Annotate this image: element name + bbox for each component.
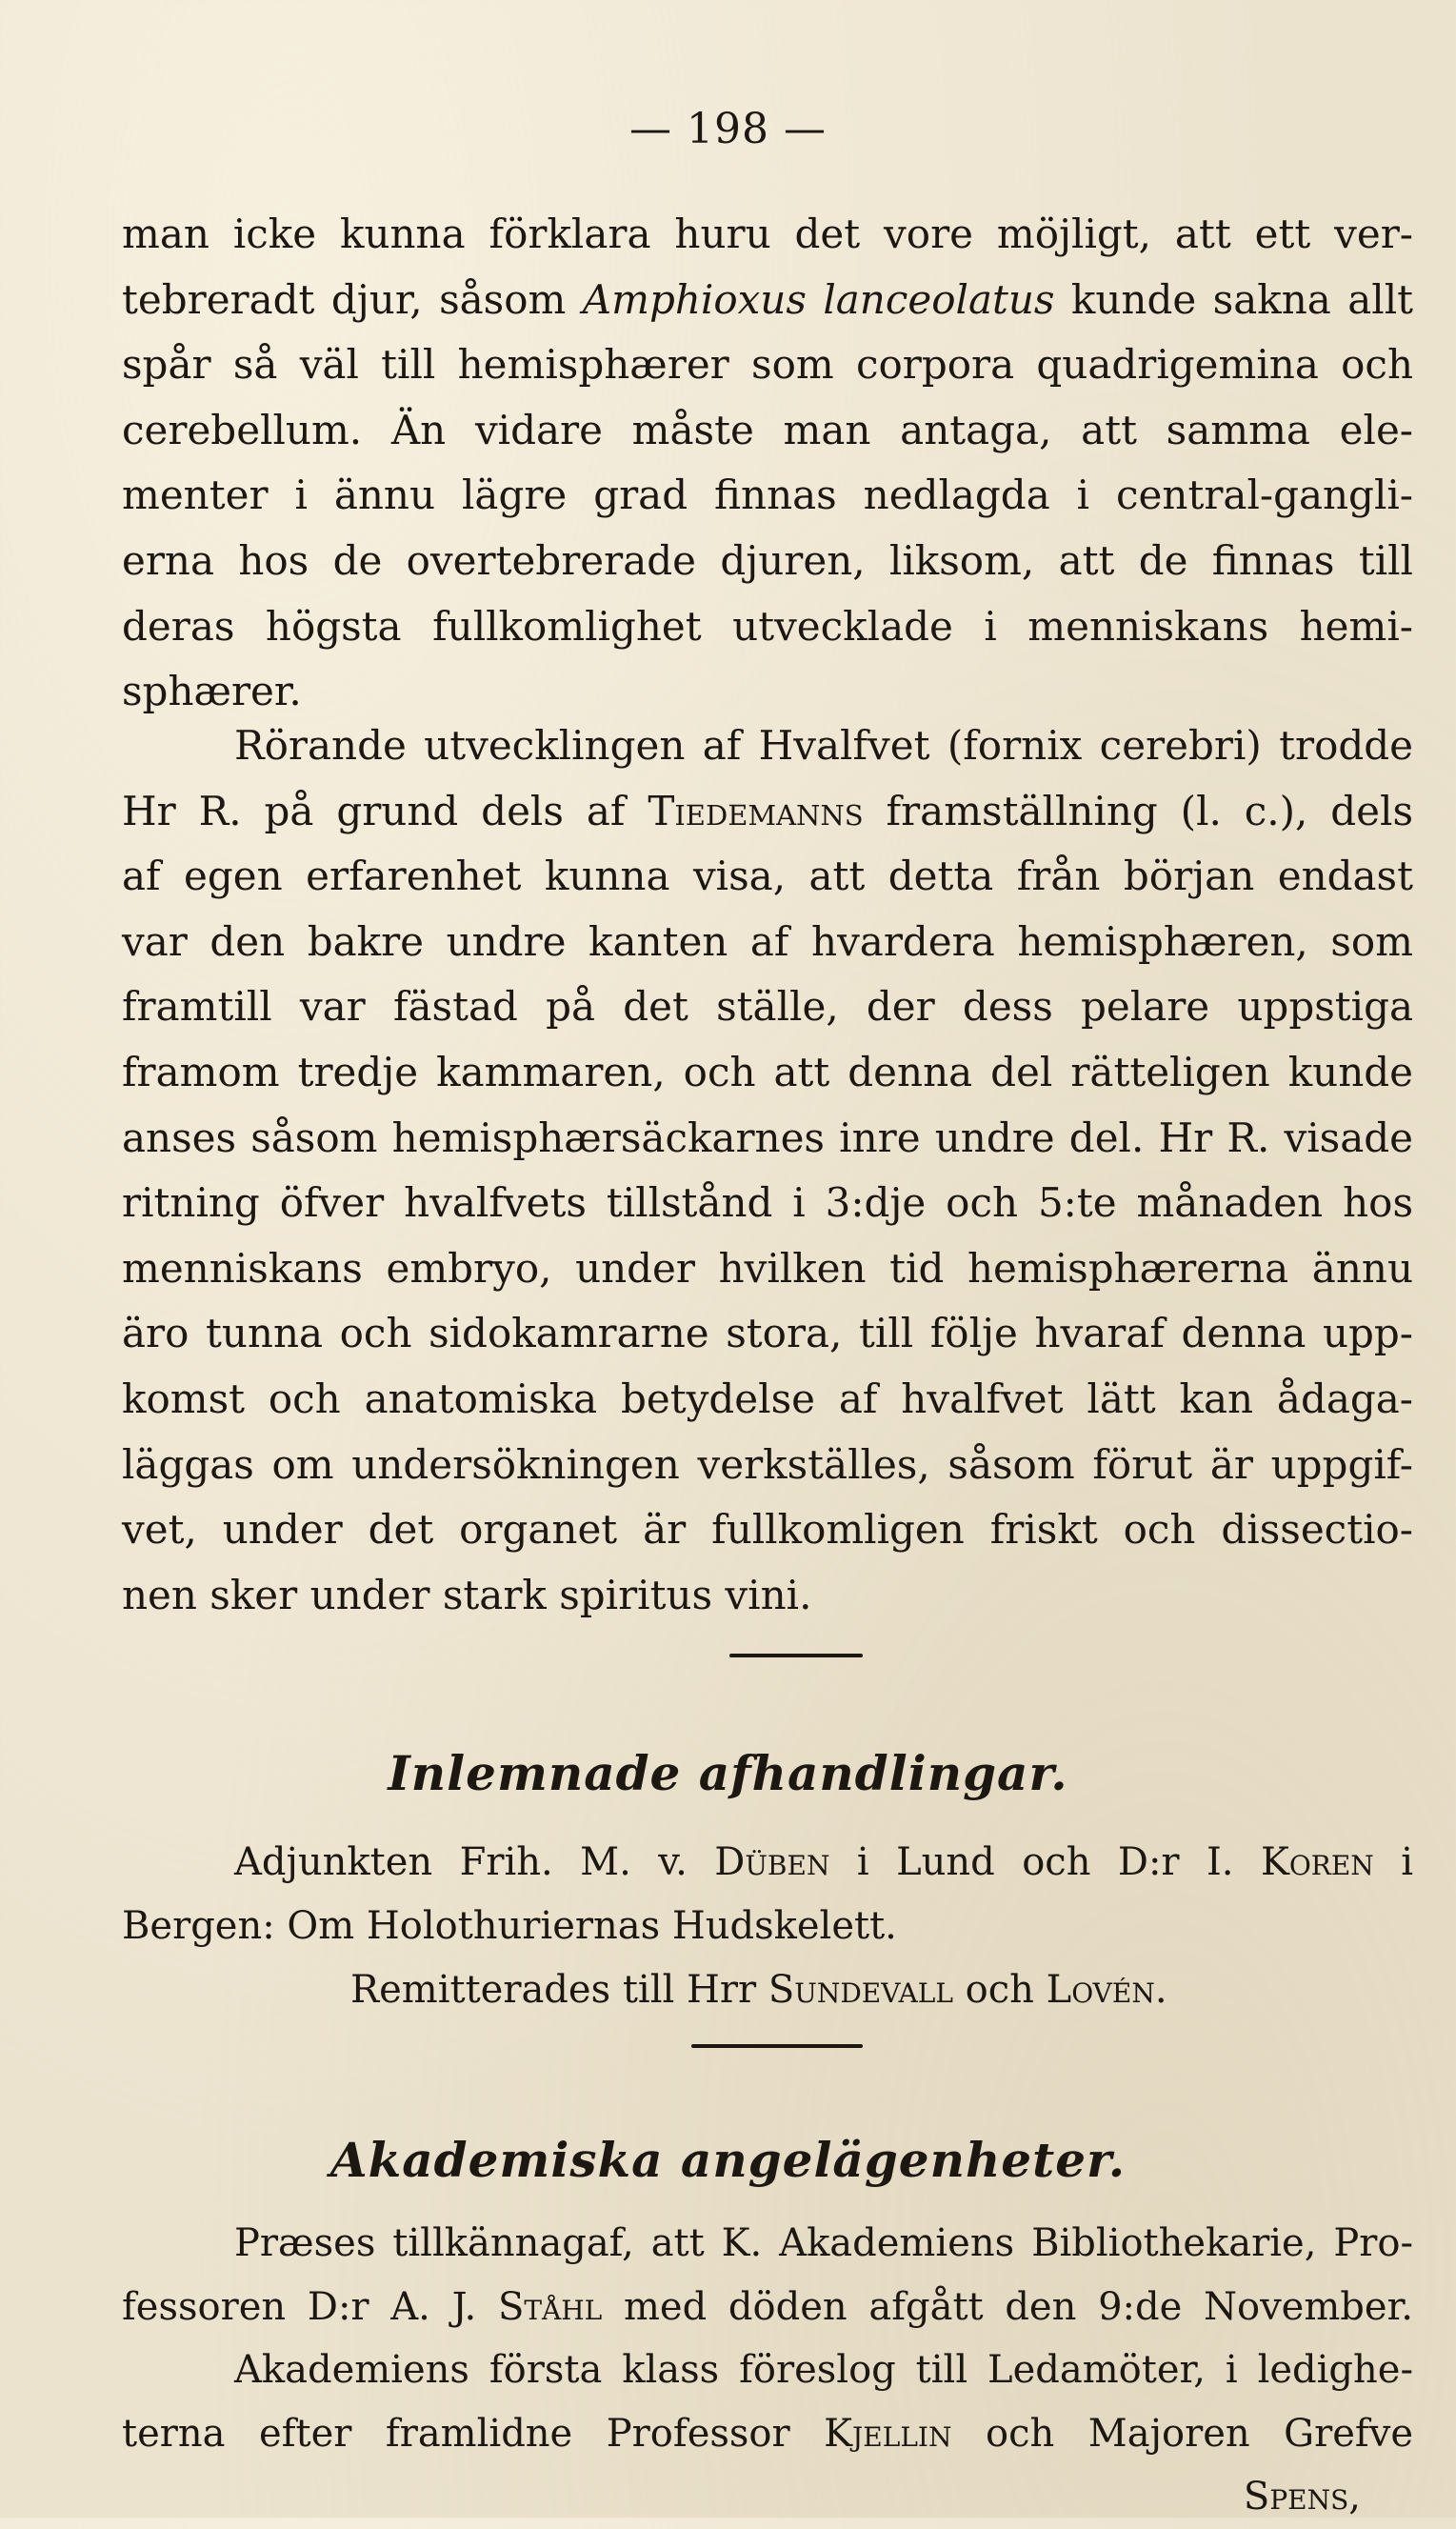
paragraph-2-line-1: Rörande utvecklingen af Hvalfvet (fornix cerebri) trodde <box>234 722 1413 769</box>
paragraph-2 <box>122 713 1413 1628</box>
paragraph-1-line-1: man icke kunna förklara huru det vore möjligt, att ett ver- <box>122 211 1413 257</box>
paragraph-2-line-5: framtill var fästad på det ställe, der dess pelare uppstiga <box>122 983 1413 1031</box>
section-2-line-5: Spens, <box>1243 2475 1361 2519</box>
author-name-tiedemann: Tiedemanns <box>648 787 864 834</box>
paragraph-2-line-13: vet, under det organet är fullkomligen friskt och dissectio- <box>122 1506 1413 1554</box>
paragraph-1-line-3: spår så väl till hemisphærer som corpora quadrigemina och <box>122 341 1413 389</box>
paragraph-1 <box>122 202 1413 725</box>
section-divider <box>691 2044 863 2048</box>
referee-name-loven: Lovén <box>1046 1968 1155 2012</box>
paragraph-2-line-2 <box>122 779 1413 845</box>
section-1-line-3-c: och <box>952 1968 1047 2012</box>
section-1-body <box>122 1831 1413 2022</box>
paragraph-2-line-12: läggas om undersökningen verkställes, såsom förut är uppgif- <box>122 1440 1413 1488</box>
paragraph-2-line-10: äro tunna och sidokamrarne stora, till följe hvaraf denna upp- <box>122 1310 1413 1357</box>
section-2-body <box>122 2212 1413 2529</box>
paragraph-1-line-2-a: tebreradt djur, såsom <box>122 275 583 323</box>
section-1-line-1-a: Adjunkten Frih. M. v. <box>234 1840 715 1884</box>
paragraph-2-line-6: framom tredje kammaren, och att denna del rätteligen kunde <box>122 1048 1413 1095</box>
paragraph-1-line-5: menter i ännu lägre grad finnas nedlagda i central-gangli- <box>122 472 1413 519</box>
section-1-line-1 <box>122 1831 1413 1895</box>
species-name: Amphioxus lanceolatus <box>582 275 1055 323</box>
paragraph-1-line-2-c: kunde sakna allt <box>1054 275 1414 323</box>
section-heading-academy-matters: Akademiska angelägenheter. <box>329 2132 1127 2188</box>
paragraph-1-line-2 <box>122 268 1413 333</box>
section-1-line-3 <box>122 1958 1413 2022</box>
section-1-line-2: Bergen: Om Holothuriernas Hudskelett. <box>122 1904 897 1948</box>
section-2-line-3: Akademiens första klass föreslog till Ledamöter, i ledighe- <box>234 2348 1413 2392</box>
person-name-stahl: Ståhl <box>497 2284 603 2329</box>
section-1-line-3-e: . <box>1154 1968 1167 2012</box>
section-heading-submitted-papers: Inlemnade afhandlingar. <box>388 1745 1068 1801</box>
referee-name-sundevall: Sundevall <box>768 1968 953 2012</box>
paragraph-1-line-8: sphærer. <box>122 668 302 715</box>
paragraph-1-line-4: cerebellum. Än vidare måste man antaga, att samma ele- <box>122 406 1413 453</box>
section-1-line-1-c: i Lund och D:r I. <box>829 1840 1261 1884</box>
section-2-line-4-c: och Majoren Grefve <box>951 2411 1414 2456</box>
paragraph-2-line-7: anses såsom hemisphærsäckarnes inre undre del. Hr R. visade <box>122 1114 1413 1161</box>
paragraph-2-line-3: af egen erfarenhet kunna visa, att detta från början endast <box>122 853 1413 900</box>
section-1-line-1-e: i <box>1373 1840 1414 1884</box>
person-name-kjellin: Kjellin <box>824 2411 952 2456</box>
paragraph-2-line-2-c: framställning (l. c.), dels <box>863 787 1414 834</box>
section-divider <box>729 1654 863 1657</box>
paragraph-1-line-6: erna hos de overtebrerade djuren, liksom, att de finnas till <box>122 536 1413 584</box>
section-2-line-2-c: med döden afgått den 9:de November. <box>602 2284 1413 2329</box>
section-1-line-3-a: Remitterades till Hrr <box>350 1968 768 2012</box>
paragraph-1-line-7: deras högsta fullkomlighet utvecklade i menniskans hemi- <box>122 602 1413 650</box>
section-2-line-2-a: fessoren D:r A. J. <box>122 2284 498 2329</box>
section-2-line-4 <box>122 2402 1413 2466</box>
page-number: — 198 — <box>629 105 827 153</box>
section-2-line-4-a: terna efter framlidne Professor <box>122 2411 825 2456</box>
author-name-duben: Düben <box>714 1840 830 1884</box>
section-2-line-1: Præses tillkännagaf, att K. Akademiens Bibliothekarie, Pro- <box>234 2221 1413 2265</box>
section-2-line-2 <box>122 2276 1413 2339</box>
paragraph-2-line-14: nen sker under stark spiritus vini. <box>122 1571 812 1618</box>
author-name-koren: Koren <box>1260 1840 1374 1884</box>
paragraph-2-line-4: var den bakre undre kanten af hvardera hemisphæren, som <box>122 917 1413 965</box>
paragraph-2-line-2-a: Hr R. på grund dels af <box>122 787 648 834</box>
paragraph-2-line-9: menniskans embryo, under hvilken tid hemisphærerna ännu <box>122 1244 1413 1292</box>
paragraph-2-line-11: komst och anatomiska betydelse af hvalfvet lätt kan ådaga- <box>122 1375 1413 1422</box>
paragraph-2-line-8: ritning öfver hvalfvets tillstånd i 3:dje och 5:te månaden hos <box>122 1179 1413 1227</box>
